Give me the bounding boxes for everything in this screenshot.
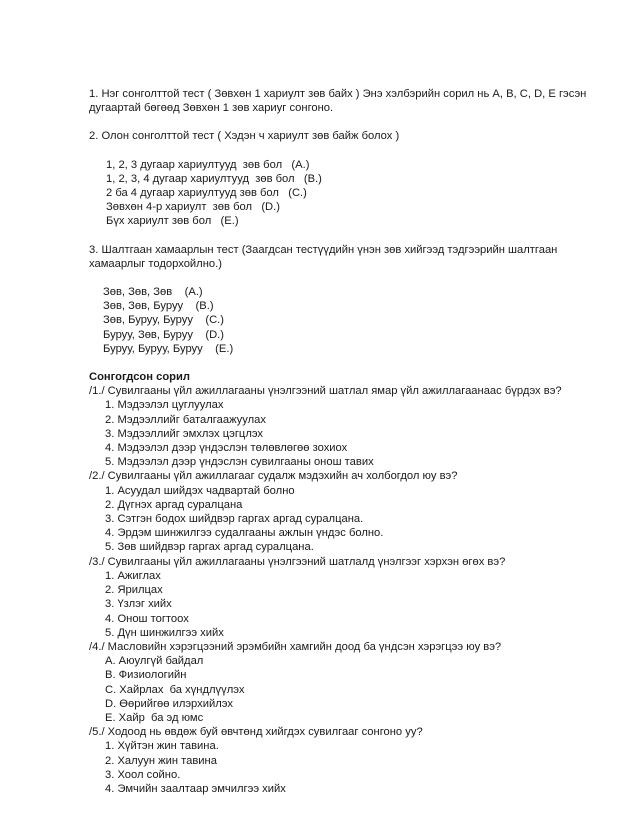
- question-options: [89, 484, 598, 555]
- list-item: Зөв, Буруу, Буруу (C.): [103, 314, 225, 327]
- intro-paragraph-3: 3. Шалтгаан хамаарлын тест (Заагдсан тестүүдийн үнэн зөв хийгээд тэдгээрийн шалтгаан хамаарлыг тодорхойлно.): [89, 243, 558, 270]
- list-item: Буруу, Зөв, Буруу (D.): [103, 328, 225, 341]
- question-block: [89, 725, 598, 796]
- list-item: 3. Хоол сойно.: [105, 768, 181, 781]
- list-item: D. Өөрийгөө илэрхийлэх: [105, 697, 233, 710]
- list-item: 4. Мэдээлэл дээр үндэслэн төлөвлөгөө зохиох: [105, 442, 348, 455]
- question-text: /4./ Масловийн хэрэгцээний эрэмбийн хамгийн доод ба үндсэн хэрэгцээ юу вэ?: [89, 640, 502, 653]
- list-item: 1. Ажиглах: [105, 569, 161, 582]
- intro-paragraph-1: 1. Нэг сонголттой тест ( Зөвхөн 1 хариулт зөв байх ) Энэ хэлбэрийн сорил нь A, B, C, D, E гэсэн дугаартай бөгөөд Зөвхөн 1 зөв хариуг сонгоно.: [89, 88, 587, 115]
- list-item: 4. Эмчийн заалтаар эмчилгээ хийх: [105, 782, 286, 795]
- multi-choice-key-list: [89, 158, 598, 229]
- list-item: 2. Ярилцах: [105, 584, 163, 597]
- list-item: E. Хайр ба эд юмс: [105, 711, 204, 724]
- list-item: C. Хайрлах ба хүндлүүлэх: [105, 683, 245, 696]
- list-item: Буруу, Буруу, Буруу (E.): [103, 342, 234, 355]
- list-item: 1. Асуудал шийдэх чадвартай болно: [105, 484, 295, 497]
- list-item: 5. Дүн шинжилгээ хийх: [105, 626, 224, 639]
- question-block: [89, 469, 598, 554]
- list-item: 3. Үзлэг хийх: [105, 598, 172, 611]
- list-item: 2. Халуун жин тавина: [105, 754, 217, 767]
- question-block: [89, 640, 598, 725]
- list-item: Бүх хариулт зөв бол (E.): [106, 215, 239, 228]
- question-options: [89, 398, 598, 469]
- list-item: 4. Эрдэм шинжилгээ судалгааны ажлын үндэс болно.: [105, 527, 384, 540]
- list-item: 3. Мэдээллийг эмхлэх цэгцлэх: [105, 427, 264, 440]
- question-text: /5./ Ходоод нь өвдөж буй өвчтөнд хийгдэх сувилгааг сонгоно уу?: [89, 726, 423, 739]
- list-item: 2. Дүгнэх аргад суралцана: [105, 498, 243, 511]
- list-item: 1. Хүйтэн жин тавина.: [105, 740, 219, 753]
- cause-effect-key-list: [89, 285, 598, 356]
- list-item: Зөв, Зөв, Зөв (A.): [103, 286, 203, 299]
- question-options: [89, 739, 598, 796]
- list-item: 1, 2, 3, 4 дугаар хариултууд зөв бол (B.): [106, 172, 322, 185]
- list-item: 1. Мэдээлэл цуглуулах: [105, 399, 224, 412]
- intro-paragraph-2: 2. Олон сонголттой тест ( Хэдэн ч хариулт зөв байж болох ): [89, 130, 400, 143]
- question-block: [89, 555, 598, 640]
- question-text: /2./ Сувилгааны үйл ажиллагааг судалж мэдэхийн ач холбогдол юу вэ?: [89, 470, 458, 483]
- list-item: 4. Онош тогтоох: [105, 612, 189, 625]
- section-title: Сонгогдсон сорил: [89, 371, 190, 384]
- list-item: 1, 2, 3 дугаар хариултууд зөв бол (A.): [106, 158, 310, 171]
- list-item: 5. Мэдээлэл дээр үндэслэн сувилгааны онош тавих: [105, 456, 374, 469]
- question-block: [89, 384, 598, 469]
- question-text: /3./ Сувилгааны үйл ажиллагааны үнэлгээний шатлалд үнэлгээг хэрхэн өгөх вэ?: [89, 555, 506, 568]
- question-text: /1./ Сувилгааны үйл ажиллагааны үнэлгээний шатлал ямар үйл ажиллагаанаас бүрдэх вэ?: [89, 385, 562, 398]
- question-options: [89, 569, 598, 640]
- question-options: [89, 654, 598, 725]
- list-item: 2. Мэдээллийг баталгаажуулах: [105, 413, 266, 426]
- list-item: Зөвхөн 4-р хариулт зөв бол (D.): [106, 201, 280, 214]
- list-item: 3. Сэтгэн бодох шийдвэр гаргах аргад суралцана.: [105, 513, 364, 526]
- list-item: B. Физиологийн: [105, 669, 187, 682]
- list-item: 2 ба 4 дугаар хариултууд зөв бол (C.): [106, 187, 307, 200]
- list-item: 5. Зөв шийдвэр гаргах аргад суралцана.: [105, 541, 314, 554]
- list-item: Зөв, Зөв, Буруу (B.): [103, 300, 214, 313]
- list-item: A. Аюулгүй байдал: [105, 655, 204, 668]
